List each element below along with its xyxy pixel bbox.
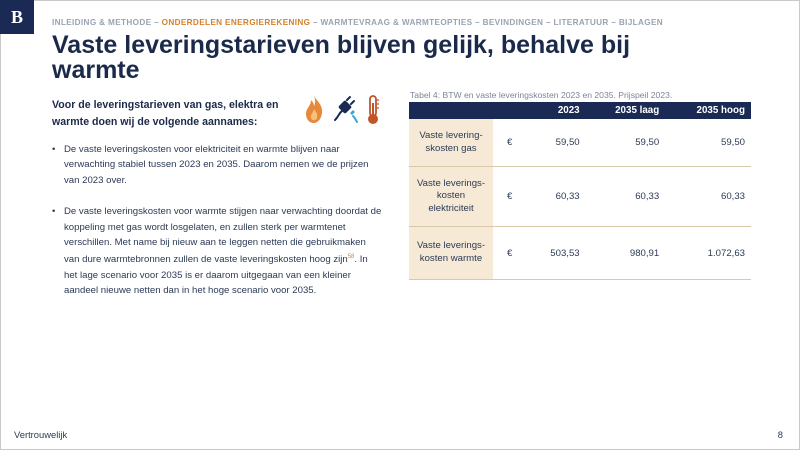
value-cell: 59,50 xyxy=(586,119,666,167)
currency-symbol: € xyxy=(493,119,527,167)
list-item xyxy=(52,142,382,188)
tariff-table xyxy=(409,102,751,280)
footnote-link[interactable]: 58 xyxy=(347,254,355,261)
row-label: Vaste leverings-kosten elektriciteit xyxy=(409,167,493,227)
value-cell: 503,53 xyxy=(527,227,586,280)
header-cell: 2035 laag xyxy=(586,102,666,119)
list-item xyxy=(52,204,382,299)
row-label: Vaste leveringskosten gas xyxy=(409,119,493,167)
plug-icon xyxy=(331,94,359,124)
brand-logo: B xyxy=(0,0,34,34)
breadcrumb-active[interactable]: ONDERDELEN ENERGIEREKENING xyxy=(161,18,311,27)
row-label: Vaste leverings-kosten warmte xyxy=(409,227,493,280)
assumption-list xyxy=(52,142,382,315)
value-cell: 59,50 xyxy=(527,119,586,167)
breadcrumb xyxy=(52,18,663,27)
value-cell: 60,33 xyxy=(527,167,586,227)
thermometer-icon xyxy=(365,94,381,126)
value-cell: 1.072,63 xyxy=(665,227,751,280)
table-row xyxy=(409,227,751,280)
bullet-text: De vaste leveringskosten voor warmte stijgen naar verwachting doordat de koppeling met gas wordt losgelaten, en zullen sterk per warmtenet verschillen. Met name bij nieuw aan te leggen netten die gebruikmaken van dure warmtebronnen zullen de vaste leveringskosten hoog zijn xyxy=(64,206,382,266)
confidential-label: Vertrouwelijk xyxy=(14,429,68,440)
intro-text: Voor de leveringstarieven van gas, elektra en warmte doen wij de volgende aannames: xyxy=(52,99,279,128)
header-cell xyxy=(409,102,493,119)
header-cell xyxy=(493,102,527,119)
table-header-row xyxy=(409,102,751,119)
table-row xyxy=(409,167,751,227)
breadcrumb-after[interactable]: – WARMTEVRAAG & WARMTEOPTIES – BEVINDINGEN – LITERATUUR – BIJLAGEN xyxy=(310,18,664,27)
page-number: 8 xyxy=(777,429,783,440)
page-title: Vaste leveringstarieven blijven gelijk, behalve bij warmte xyxy=(52,31,631,84)
bullet-text: De vaste leveringskosten voor elektriciteit en warmte blijven naar verwachting stabiel tussen 2023 en 2035. Daarom nemen we de prijzen van 2023 over. xyxy=(64,144,369,186)
table-row xyxy=(409,119,751,167)
breadcrumb-before[interactable]: INLEIDING & METHODE – xyxy=(52,18,162,27)
energy-icons xyxy=(303,94,381,126)
bullet-text-after: . In het lage scenario voor 2035 is er daarom uitgegaan van een kleiner aandeel nieuwe netten dan in het hoge scenario voor 2035. xyxy=(64,254,368,297)
header-cell: 2035 hoog xyxy=(665,102,751,119)
header-cell: 2023 xyxy=(527,102,586,119)
currency-symbol: € xyxy=(493,167,527,227)
value-cell: 60,33 xyxy=(665,167,751,227)
flame-icon xyxy=(303,94,325,124)
currency-symbol: € xyxy=(493,227,527,280)
value-cell: 980,91 xyxy=(586,227,666,280)
value-cell: 59,50 xyxy=(665,119,751,167)
value-cell: 60,33 xyxy=(586,167,666,227)
table-caption: Tabel 4: BTW en vaste leveringskosten 2023 en 2035. Prijspeil 2023. xyxy=(410,90,673,100)
